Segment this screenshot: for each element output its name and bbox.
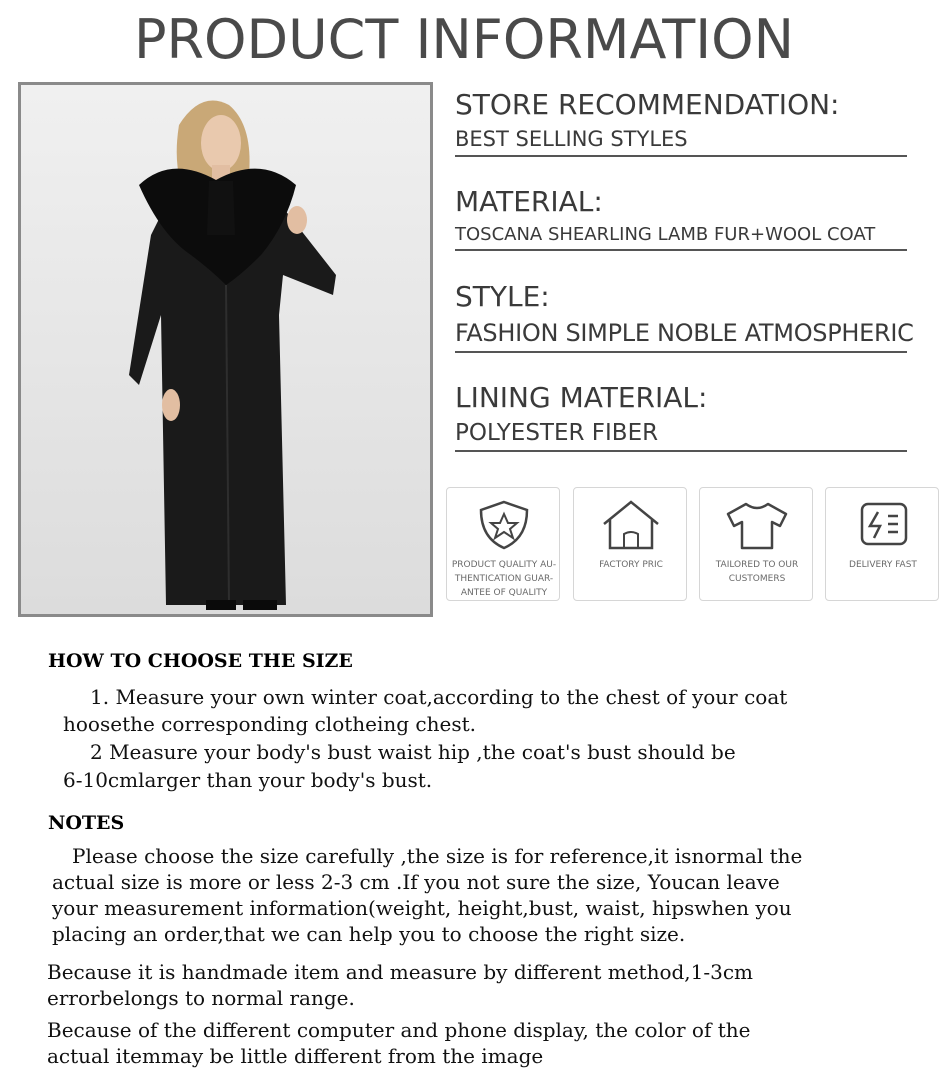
info-heading: STYLE: [455, 280, 550, 313]
notes-line: errorbelongs to normal range. [47, 986, 355, 1010]
badge-label: FACTORY PRIC [599, 560, 663, 570]
delivery-icon [826, 498, 940, 552]
notes-line: Because it is handmade item and measure by different method,1-3cm [47, 960, 754, 984]
badge-label: DELIVERY FAST [849, 560, 917, 570]
tshirt-icon [700, 498, 814, 552]
info-store-recommendation [455, 88, 935, 157]
notes-line: Please choose the size carefully ,the size is for reference,it isnormal the [72, 844, 803, 868]
info-value: FASHION SIMPLE NOBLE ATMOSPHERIC [455, 319, 907, 353]
info-value: POLYESTER FIBER [455, 420, 907, 452]
badge-factory-price [573, 487, 687, 601]
size-guide-line: 2 Measure your body's bust waist hip ,the coat's bust should be [90, 740, 736, 764]
badge-delivery [825, 487, 939, 601]
notes-line: Because of the different computer and phone display, the color of the [47, 1018, 751, 1042]
notes-line: your measurement information(weight, height,bust, waist, hipswhen you [52, 896, 792, 920]
info-heading: STORE RECOMMENDATION: [455, 88, 840, 121]
info-style [455, 280, 935, 353]
size-guide-line: 6-10cmlarger than your body's bust. [63, 768, 433, 792]
size-guide-line: 1. Measure your own winter coat,according to the chest of your coat [90, 685, 788, 709]
notes-line: placing an order,that we can help you to choose the right size. [52, 922, 686, 946]
info-value: TOSCANA SHEARLING LAMB FUR+WOOL COAT [455, 224, 907, 251]
badge-tailored [699, 487, 813, 601]
house-icon [574, 498, 688, 552]
badge-quality [446, 487, 560, 601]
size-guide-line: hoosethe corresponding clotheing chest. [63, 712, 477, 736]
notes-title: NOTES [48, 812, 125, 834]
info-value: BEST SELLING STYLES [455, 127, 907, 157]
shield-star-icon [447, 498, 561, 552]
page-title: PRODUCT INFORMATION [133, 8, 795, 71]
product-photo [18, 82, 433, 617]
badge-label: PRODUCT QUALITY AU- THENTICATION GUAR- ANTEE OF QUALITY [451, 560, 557, 598]
info-lining-material [455, 381, 935, 452]
info-heading: MATERIAL: [455, 185, 603, 218]
size-guide-title: HOW TO CHOOSE THE SIZE [48, 650, 353, 672]
info-material [455, 185, 935, 251]
notes-line: actual itemmay be little different from the image [47, 1044, 544, 1068]
info-heading: LINING MATERIAL: [455, 381, 708, 414]
badge-label: TAILORED TO OUR CUSTOMERS [715, 560, 799, 584]
notes-line: actual size is more or less 2-3 cm .If you not sure the size, Youcan leave [52, 870, 780, 894]
